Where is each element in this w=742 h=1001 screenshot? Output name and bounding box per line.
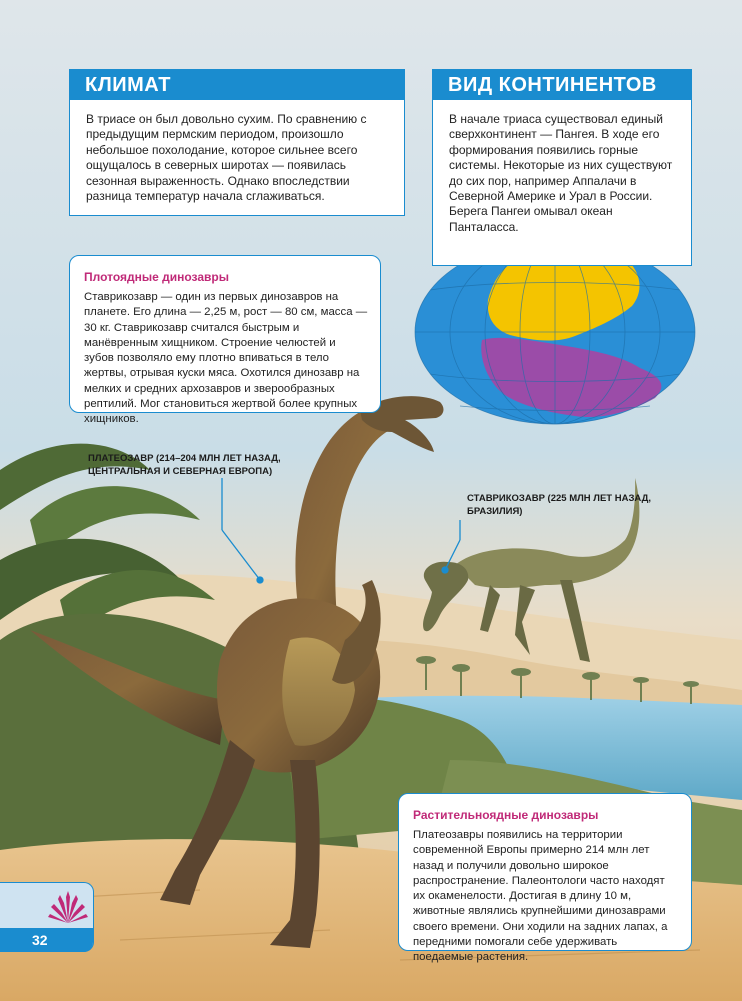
- herbivores-text: Платеозавры появились на территории современной Европы примерно 214 млн лет назад и получили довольно широкое распространение. Палеонтологи часто находят их окаменелости. Достигая в длину 10 м, животные являлись крупнейшими динозаврами своего времени. Они ходили на задних лапах, а передними помогали себе удерживать поедаемые растения.: [413, 829, 668, 964]
- climate-box: [69, 69, 405, 216]
- continents-text: В начале триаса существовал единый сверхконтинент — Пангея. В ходе его формирования появились горные системы. Некоторые из них существуют до сих пор, например Аппалачи в Северной Америке и Урал в России. Берега Пангеи омывал океан Панталасса.: [449, 112, 673, 234]
- page-number: 32: [0, 928, 93, 952]
- herbivores-title: Растительноядные динозавры: [413, 808, 599, 822]
- continents-title: ВИД КОНТИНЕНТОВ: [433, 70, 691, 100]
- pangaea-globe: [415, 240, 695, 424]
- carnivores-note: [69, 255, 381, 426]
- staurikosaurus-caption: СТАВРИКОЗАВР (225 МЛН ЛЕТ НАЗАД, БРАЗИЛИЯ): [467, 493, 652, 517]
- carnivores-title: Плотоядные динозавры: [84, 270, 229, 284]
- climate-text: В триасе он был довольно сухим. По сравнению с предыдущим пермским периодом, произошло небольшое похолодание, которое сильнее всего ощущалось в северных широтах — появилась сезонная выраженность. Однако впоследствии разница температур начала сглаживаться.: [86, 112, 367, 204]
- continents-box: [432, 69, 692, 266]
- climate-title: КЛИМАТ: [70, 70, 404, 100]
- herbivores-note: [398, 793, 692, 964]
- agave-plant-icon: [48, 889, 88, 930]
- carnivores-text: Ставрикозавр — один из первых динозавров на планете. Его длина — 2,25 м, рост — 80 см, масса — 30 кг. Ставрикозавр считался быстрым и манёвренным хищником. Строение челюстей и зубов позволяло ему плотно впиваться в тело жертвы, отрывая куски мяса. Охотился динозавр на мелких и средних архозавров и зверообразных рептилий. Мог становиться жертвой более крупных хищников.: [84, 291, 368, 426]
- plateosaurus-caption: ПЛАТЕОЗАВР (214–204 МЛН ЛЕТ НАЗАД, ЦЕНТРАЛЬНАЯ И СЕВЕРНАЯ ЕВРОПА): [88, 453, 281, 477]
